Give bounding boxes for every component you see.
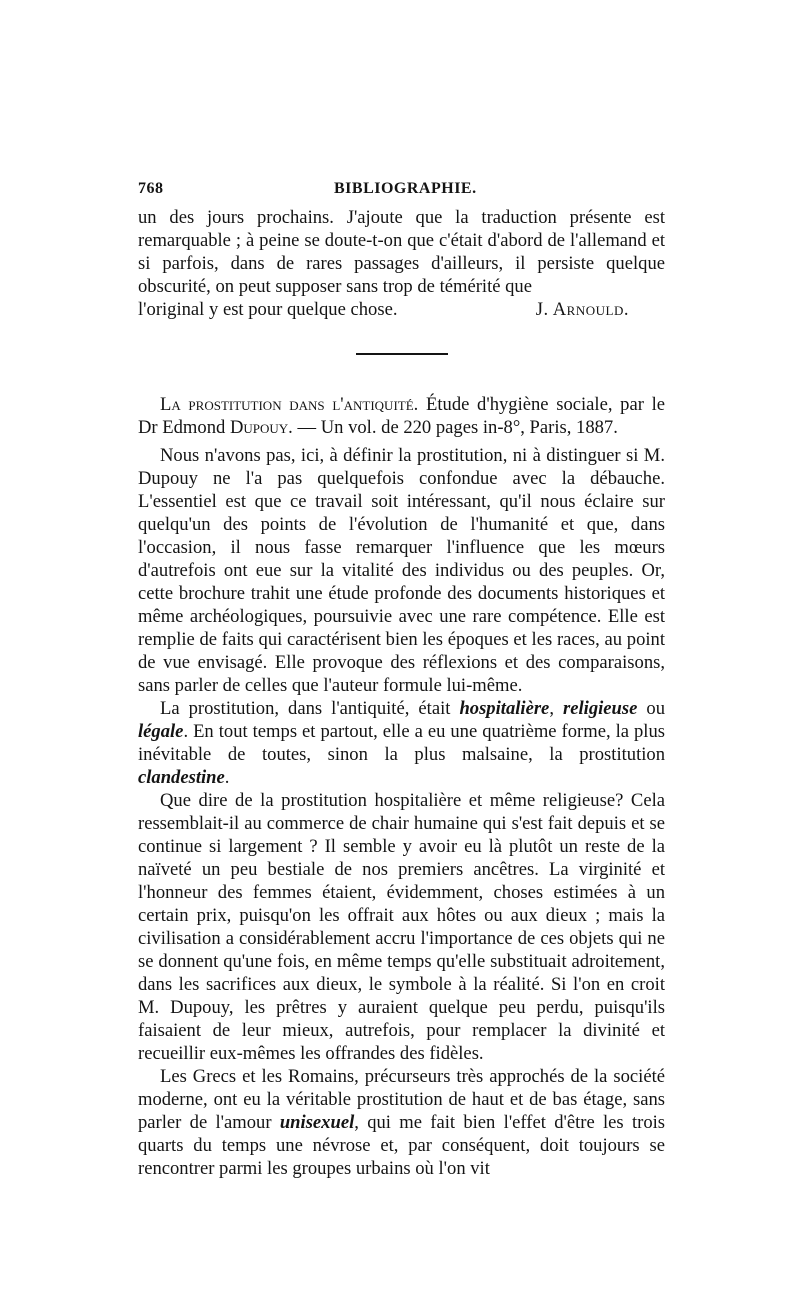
paragraph-2-text-e: . [224,767,230,788]
previous-review-last-line: l'original y est pour quelque chose. [138,299,398,320]
section-divider [356,353,448,355]
reviewer-signature: J. Arnould. [535,299,629,320]
paragraph-2-text-b: , [549,698,554,719]
term-hospitaliere: hospitalière [459,698,550,719]
term-unisexuel: unisexuel [279,1112,355,1133]
previous-review-text: un des jours prochains. J'ajoute que la traduction présente est remarquable ; à peine se doute-t-on que c'était d'abord de l'allemand et si parfois, dans de rares passages d'ailleurs, il persiste quelque obscurité, on peut supposer sans trop de témérité que [138,207,665,297]
previous-review-ending [138,206,665,298]
review-paragraph-1: Nous n'avons pas, ici, à définir la prostitution, ni à distinguer si M. Dupouy ne l'a pas quelquefois confondue avec la débauche. L'essentiel est que ce travail soit intéressant, qu'il nous éclaire sur quelqu'un des points de l'évolution de l'humanité et que, dans l'occasion, il nous fasse remarquer l'influence que les mœurs d'autrefois ont eue sur la vitalité des individus ou des peuples. Or, cette brochure trahit une étude profonde des documents historiques et même archéologiques, poursuivie avec une rare compétence. Elle est remplie de faits qui caractérisent bien les époques et les races, au point de vue envisagé. Elle provoque des réflexions et des comparaisons, sans parler de celles que l'auteur formule lui-même. [138,445,665,696]
paragraph-4-text-b: , qui me fait bien l'effet d'être les trois quarts du temps une névrose et, par conséquent, doit toujours se rencontrer parmi les groupes urbains où l'on vit [138,1112,666,1179]
paragraph-2-text-c: ou [646,698,665,719]
book-title: La prostitution dans l'antiquité. [160,394,419,415]
book-subtitle: Étude d'hygiène sociale, par le [426,394,666,415]
page-number: 768 [138,180,164,197]
review-paragraph-2 [138,697,665,789]
paragraph-2-text-a: La prostitution, dans l'antiquité, était [160,698,451,719]
paragraph-4-text-a: Les Grecs et les Romains, précurseurs très approchés de la société moderne, ont eu la véritable prostitution de haut et de bas étage, sans parler de l'amour [138,1066,665,1133]
term-legale: légale [138,721,184,742]
publication-details: — Un vol. de 220 pages in-8°, Paris, 1887. [297,417,618,438]
running-title: BIBLIOGRAPHIE. [334,180,477,197]
running-head [138,180,665,204]
term-religieuse: religieuse [563,698,638,719]
review-paragraph-3: Que dire de la prostitution hospitalière et même religieuse? Cela ressemblait-il au commerce de chair humaine qui s'est fait depuis et se continue si largement ? Il semble y avoir eu là plutôt un reste de la naïveté un peu bestiale de nos premiers ancêtres. La virginité et l'honneur des femmes étaient, évidemment, choses estimées à un certain prix, puisqu'on les offrait aux hôtes ou aux dieux ; mais la civilisation a considérablement accru l'importance de ces objets qui ne se donnent qu'une fois, en même temps qu'elle substituait adroitement, dans les sacrifices aux dieux, le symbole à la réalité. Si l'on en croit M. Dupouy, les prêtres y auraient quelque peu perdu, puisqu'ils faisaient de leur mieux, autrefois, pour remplacer la divinité et recueillir eux-mêmes les offrandes des fidèles. [138,790,665,1064]
term-clandestine: clandestine [138,767,225,788]
review-paragraph-4 [138,1065,665,1180]
paragraph-2-text-d: . En tout temps et partout, elle a eu une quatrième forme, la plus inévitable de toutes, sinon la plus malsaine, la prostitution [138,721,665,765]
book-page [138,180,665,1180]
author-first-name: Edmond [162,417,226,438]
bibliography-entry-heading [138,393,665,439]
author-last-name: Dupouy. [229,417,293,438]
review-signature-line [138,298,665,321]
author-prefix: Dr [138,417,158,438]
